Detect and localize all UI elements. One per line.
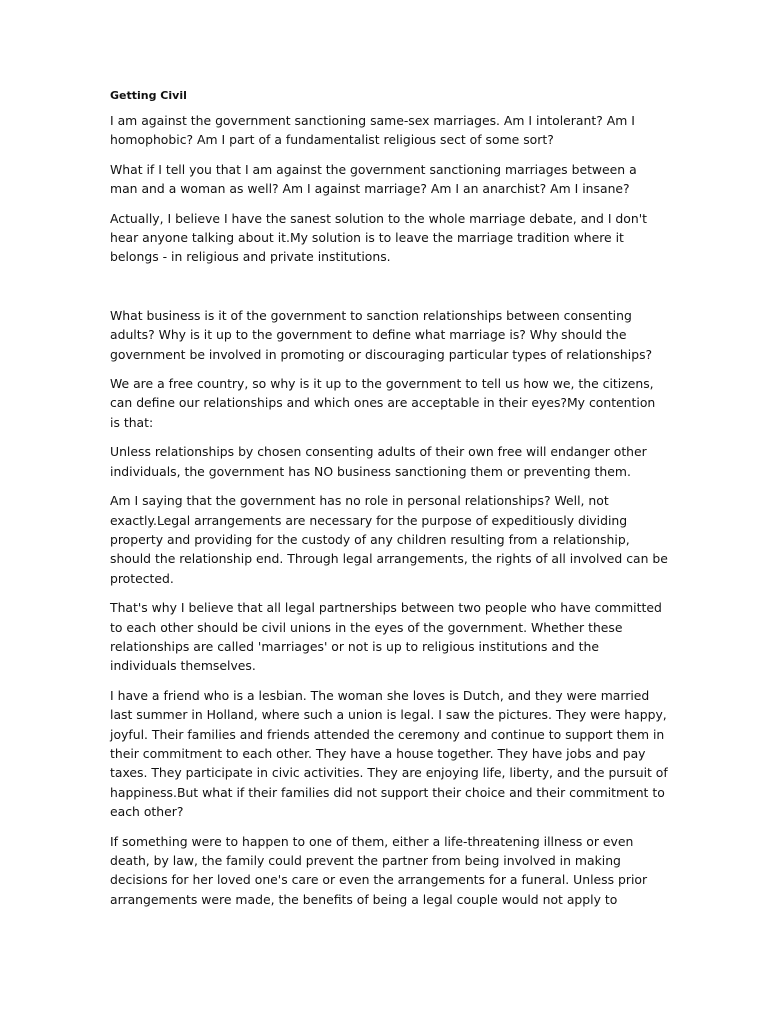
paragraph-7: Am I saying that the government has no role in personal relationships? Well, not exactly.Legal arrangements are necessary for the purpose of expeditiously dividing property and providing for the custody of any children resulting from a relationship, should the relationship end. Through legal arrangements, the rights of all involved can be protected.: [110, 493, 668, 586]
paragraph-9: I have a friend who is a lesbian. The woman she loves is Dutch, and they were married last summer in Holland, where such a union is legal. I saw the pictures. They were happy, joyful. Their families and friends attended the ceremony and continue to support them in their commitment to each other. They have a house together. They have jobs and pay taxes. They participate in civic activities. They are enjoying life, liberty, and the pursuit of happiness.But what if their families did not support their choice and their commitment to each other?: [110, 687, 668, 820]
paragraph-6: Unless relationships by chosen consenting adults of their own free will endanger other individuals, the government has NO business sanctioning them or preventing them.: [110, 444, 647, 479]
paragraph-3: Actually, I believe I have the sanest solution to the whole marriage debate, and I don't hear anyone talking about it.My solution is to leave the marriage tradition where it belongs - in religious and private institutions.: [110, 210, 647, 265]
paragraph-5: We are a free country, so why is it up to the government to tell us how we, the citizens, can define our relationships and which ones are acceptable in their eyes?My contention is that:: [110, 376, 656, 430]
paragraph-1: I am against the government sanctioning same-sex marriages. Am I intolerant? Am I homophobic? Am I part of a fundamentalist religious sect of some sort?: [110, 113, 635, 148]
paragraph-8: That's why I believe that all legal partnerships between two people who have committed to each other should be civil unions in the eyes of the government. Whether these relationships are called 'marriages' or not is up to religious institutions and the individuals themselves.: [110, 600, 662, 674]
paragraph-10: If something were to happen to one of them, either a life-threatening illness or even death, by law, the family could prevent the partner from being involved in making decisions for her loved one's care or even the arrangements for a funeral. Unless prior arrangements were made, the benefits of being a legal couple would not apply to: [110, 833, 648, 907]
document-title: Getting Civil: [110, 89, 187, 102]
blank-line-spacer: [110, 277, 668, 306]
paragraph-4: What business is it of the government to sanction relationships between consenting adults? Why is it up to the government to define what marriage is? Why should the government be involved in promoting or discouraging particular types of relationships?: [110, 307, 653, 362]
paragraph-2: What if I tell you that I am against the government sanctioning marriages between a man and a woman as well? Am I against marriage? Am I an anarchist? Am I insane?: [110, 161, 637, 197]
